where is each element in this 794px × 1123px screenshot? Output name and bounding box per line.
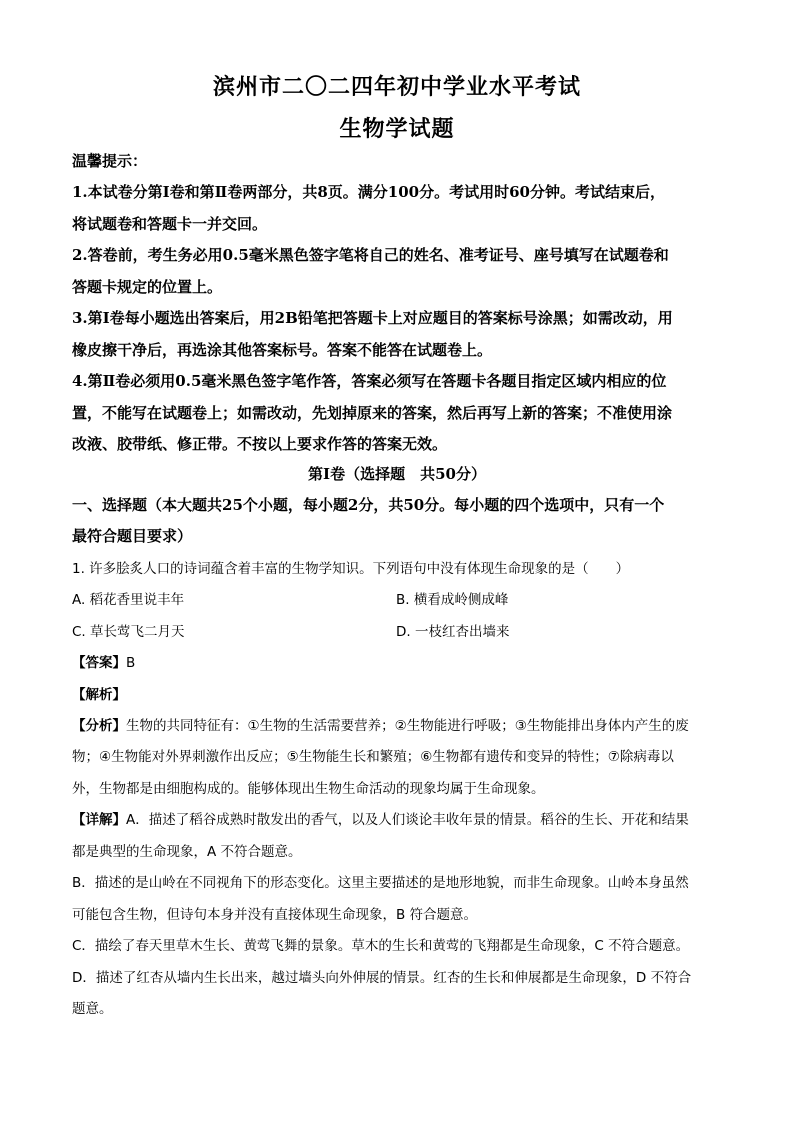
xiangjie-text: B．描述的是山岭在不同视角下的形态变化。这里主要描述的是地形地貌，而非生命现象。山岭本身虽然 (72, 875, 689, 891)
tips-line: 2.答卷前，考生务必用0.5毫米黑色签字笔将自己的姓名、准考证号、座号填写在试题卷和 (72, 246, 669, 264)
option-d: D. 一枝红杏出墙来 (396, 624, 510, 640)
answer-value: B (126, 655, 136, 671)
xiangjie-text: 都是典型的生命现象，A 不符合题意。 (72, 844, 302, 860)
xiangjie-line (72, 808, 724, 828)
tips-line: 将试题卷和答题卡一并交回。 (72, 215, 268, 233)
fenxi-text: 外，生物都是由细胞构成的。能够体现出生物生命活动的现象均属于生命现象。 (72, 781, 545, 797)
tips-line: 4.第Ⅱ卷必须用0.5毫米黑色签字笔作答，答案必须写在答题卡各题目指定区域内相应的位 (72, 372, 667, 390)
fenxi-line (72, 714, 724, 734)
exam-title: 滨州市二〇二四年初中学业水平考试 (212, 74, 581, 100)
analysis-line (72, 683, 724, 703)
tips-line: 3.第Ⅰ卷每小题选出答案后，用2B铅笔把答题卡上对应题目的答案标号涂黑；如需改动，用 (72, 309, 673, 327)
exam-subtitle: 生物学试题 (339, 116, 455, 142)
tips-heading: 温馨提示： (72, 152, 148, 170)
answer-tag: 【答案】 (72, 655, 126, 671)
xiangjie-text: D．描述了红杏从墙内生长出来，越过墙头向外伸展的情景。红杏的生长和伸展都是生命现象，D 不符合 (72, 970, 692, 986)
option-c: C. 草长莺飞二月天 (72, 624, 185, 640)
section-title: 第Ⅰ卷（选择题 共50分） (308, 465, 486, 483)
section-instruction: 最符合题目要求） (72, 527, 193, 545)
tips-line: 置，不能写在试题卷上；如需改动，先划掉原来的答案，然后再写上新的答案；不准使用涂 (72, 404, 673, 422)
question-stem: 1. 许多脍炙人口的诗词蕴含着丰富的生物学知识。下列语句中没有体现生命现象的是（ ） (72, 561, 630, 577)
xiangjie-text: A．描述了稻谷成熟时散发出的香气，以及人们谈论丰收年景的情景。稻谷的生长、开花和结果 (126, 812, 689, 828)
tips-line: 答题卡规定的位置上。 (72, 278, 223, 296)
option-b: B. 横看成岭侧成峰 (396, 592, 509, 608)
answer-line (72, 651, 724, 671)
fenxi-text: 物；④生物能对外界刺激作出反应；⑤生物能生长和繁殖；⑥生物都有遗传和变异的特性；⑦除病毒以 (72, 749, 674, 765)
option-a: A. 稻花香里说丰年 (72, 592, 185, 608)
fenxi-tag: 【分析】 (72, 718, 126, 734)
tips-line: 橡皮擦干净后，再选涂其他答案标号。答案不能答在试题卷上。 (72, 341, 493, 359)
xiangjie-text: 可能包含生物，但诗句本身并没有直接体现生命现象，B 符合题意。 (72, 907, 478, 923)
xiangjie-tag: 【详解】 (72, 812, 126, 828)
tips-line: 改液、胶带纸、修正带。不按以上要求作答的答案无效。 (72, 435, 448, 453)
analysis-tag: 【解析】 (72, 687, 126, 703)
tips-line: 1.本试卷分第Ⅰ卷和第Ⅱ卷两部分，共8页。满分100分。考试用时60分钟。考试结束后， (72, 183, 665, 201)
xiangjie-text: 题意。 (72, 1001, 113, 1017)
xiangjie-text: C．描绘了春天里草木生长、黄莺飞舞的景象。草木的生长和黄莺的飞翔都是生命现象，C 不符合题意。 (72, 938, 690, 954)
fenxi-text: 生物的共同特征有：①生物的生活需要营养；②生物能进行呼吸；③生物能排出身体内产生的废 (126, 718, 689, 734)
section-instruction: 一、选择题（本大题共25个小题，每小题2分，共50分。每小题的四个选项中，只有一个 (72, 496, 665, 514)
